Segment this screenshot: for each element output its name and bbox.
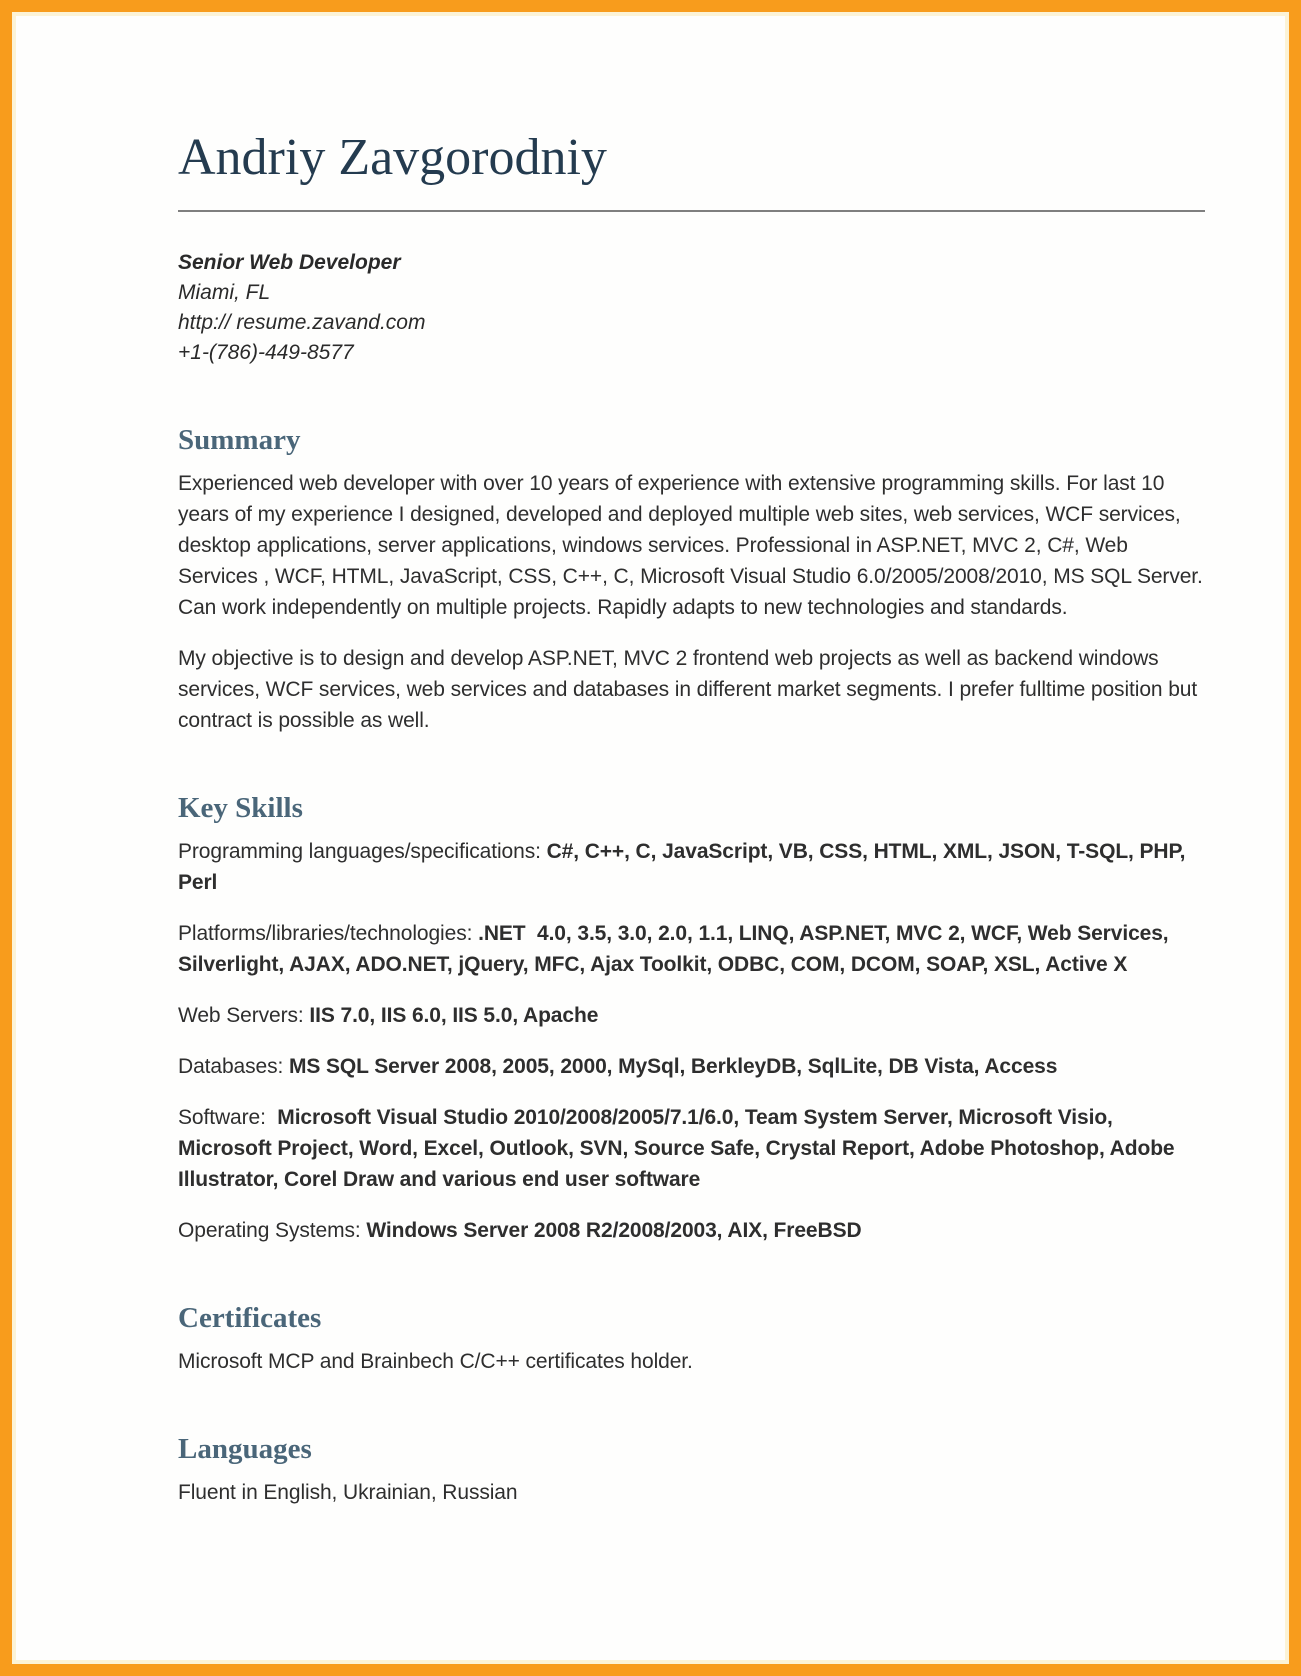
- job-title: Senior Web Developer: [178, 251, 401, 274]
- skill-item-programming-languages: [178, 836, 1205, 898]
- skill-label: Databases:: [178, 1055, 284, 1078]
- skill-value: Windows Server 2008 R2/2008/2003, AIX, FreeBSD: [366, 1219, 862, 1242]
- location: Miami, FL: [178, 281, 271, 304]
- skill-value: .NET 4.0, 3.5, 3.0, 2.0, 1.1, LINQ, ASP.NET, MVC 2, WCF, Web Services, Silverlight, AJAX, ADO.NET, jQuery, MFC, Ajax Toolkit, ODBC, COM, DCOM, SOAP, XSL, Active X: [178, 922, 1175, 976]
- skill-label: Platforms/libraries/technologies:: [178, 922, 473, 945]
- skill-value: C#, C++, C, JavaScript, VB, CSS, HTML, XML, JSON, T-SQL, PHP, Perl: [178, 840, 1192, 894]
- skill-item-software: [178, 1102, 1205, 1195]
- skill-label: Programming languages/specifications:: [178, 840, 541, 863]
- key-skills-list: [178, 836, 1205, 1246]
- skill-value: Microsoft Visual Studio 2010/2008/2005/7.1/6.0, Team System Server, Microsoft Visio, Microsoft Project, Word, Excel, Outlook, SVN, Source Safe, Crystal Report, Adobe Photoshop, Adobe Illustrator, Corel Draw and various end user software: [178, 1106, 1181, 1191]
- skill-label: Operating Systems:: [178, 1219, 361, 1242]
- skill-item-operating-systems: [178, 1215, 1205, 1246]
- summary-paragraph-1: Experienced web developer with over 10 years of experience with extensive programming skills. For last 10 years of my experience I designed, developed and deployed multiple web sites, web services, WCF services, desktop applications, server applications, windows services. Professional in ASP.NET, MVC 2, C#, Web Services , WCF, HTML, JavaScript, CSS, C++, C, Microsoft Visual Studio 6.0/2005/2008/2010, MS SQL Server. Can work independently on multiple projects. Rapidly adapts to new technologies and standards.: [178, 472, 1203, 619]
- person-name: Andriy Zavgorodniy: [178, 129, 607, 186]
- phone-number: +1-(786)-449-8577: [178, 341, 354, 364]
- website-url: http:// resume.zavand.com: [178, 311, 426, 334]
- section-heading-languages: Languages: [178, 1433, 312, 1465]
- skill-item-databases: [178, 1051, 1205, 1082]
- section-heading-certificates: Certificates: [178, 1302, 322, 1334]
- section-heading-summary: Summary: [178, 424, 301, 456]
- summary-paragraph-2: My objective is to design and develop ASP.NET, MVC 2 frontend web projects as well as backend windows services, WCF services, web services and databases in different market segments. I prefer fulltime position but contract is possible as well.: [178, 647, 1198, 732]
- skill-label: Software:: [178, 1106, 266, 1129]
- certificates-text: Microsoft MCP and Brainbech C/C++ certificates holder.: [178, 1350, 693, 1373]
- skill-item-platforms: [178, 918, 1205, 980]
- skill-item-web-servers: [178, 1000, 1205, 1031]
- header-rule: [178, 210, 1205, 212]
- skill-value: IIS 7.0, IIS 6.0, IIS 5.0, Apache: [309, 1004, 599, 1027]
- languages-text: Fluent in English, Ukrainian, Russian: [178, 1481, 518, 1504]
- skill-label: Web Servers:: [178, 1004, 304, 1027]
- contact-info: [178, 248, 1205, 368]
- section-heading-key-skills: Key Skills: [178, 792, 303, 824]
- skill-value: MS SQL Server 2008, 2005, 2000, MySql, BerkleyDB, SqlLite, DB Vista, Access: [288, 1055, 1058, 1078]
